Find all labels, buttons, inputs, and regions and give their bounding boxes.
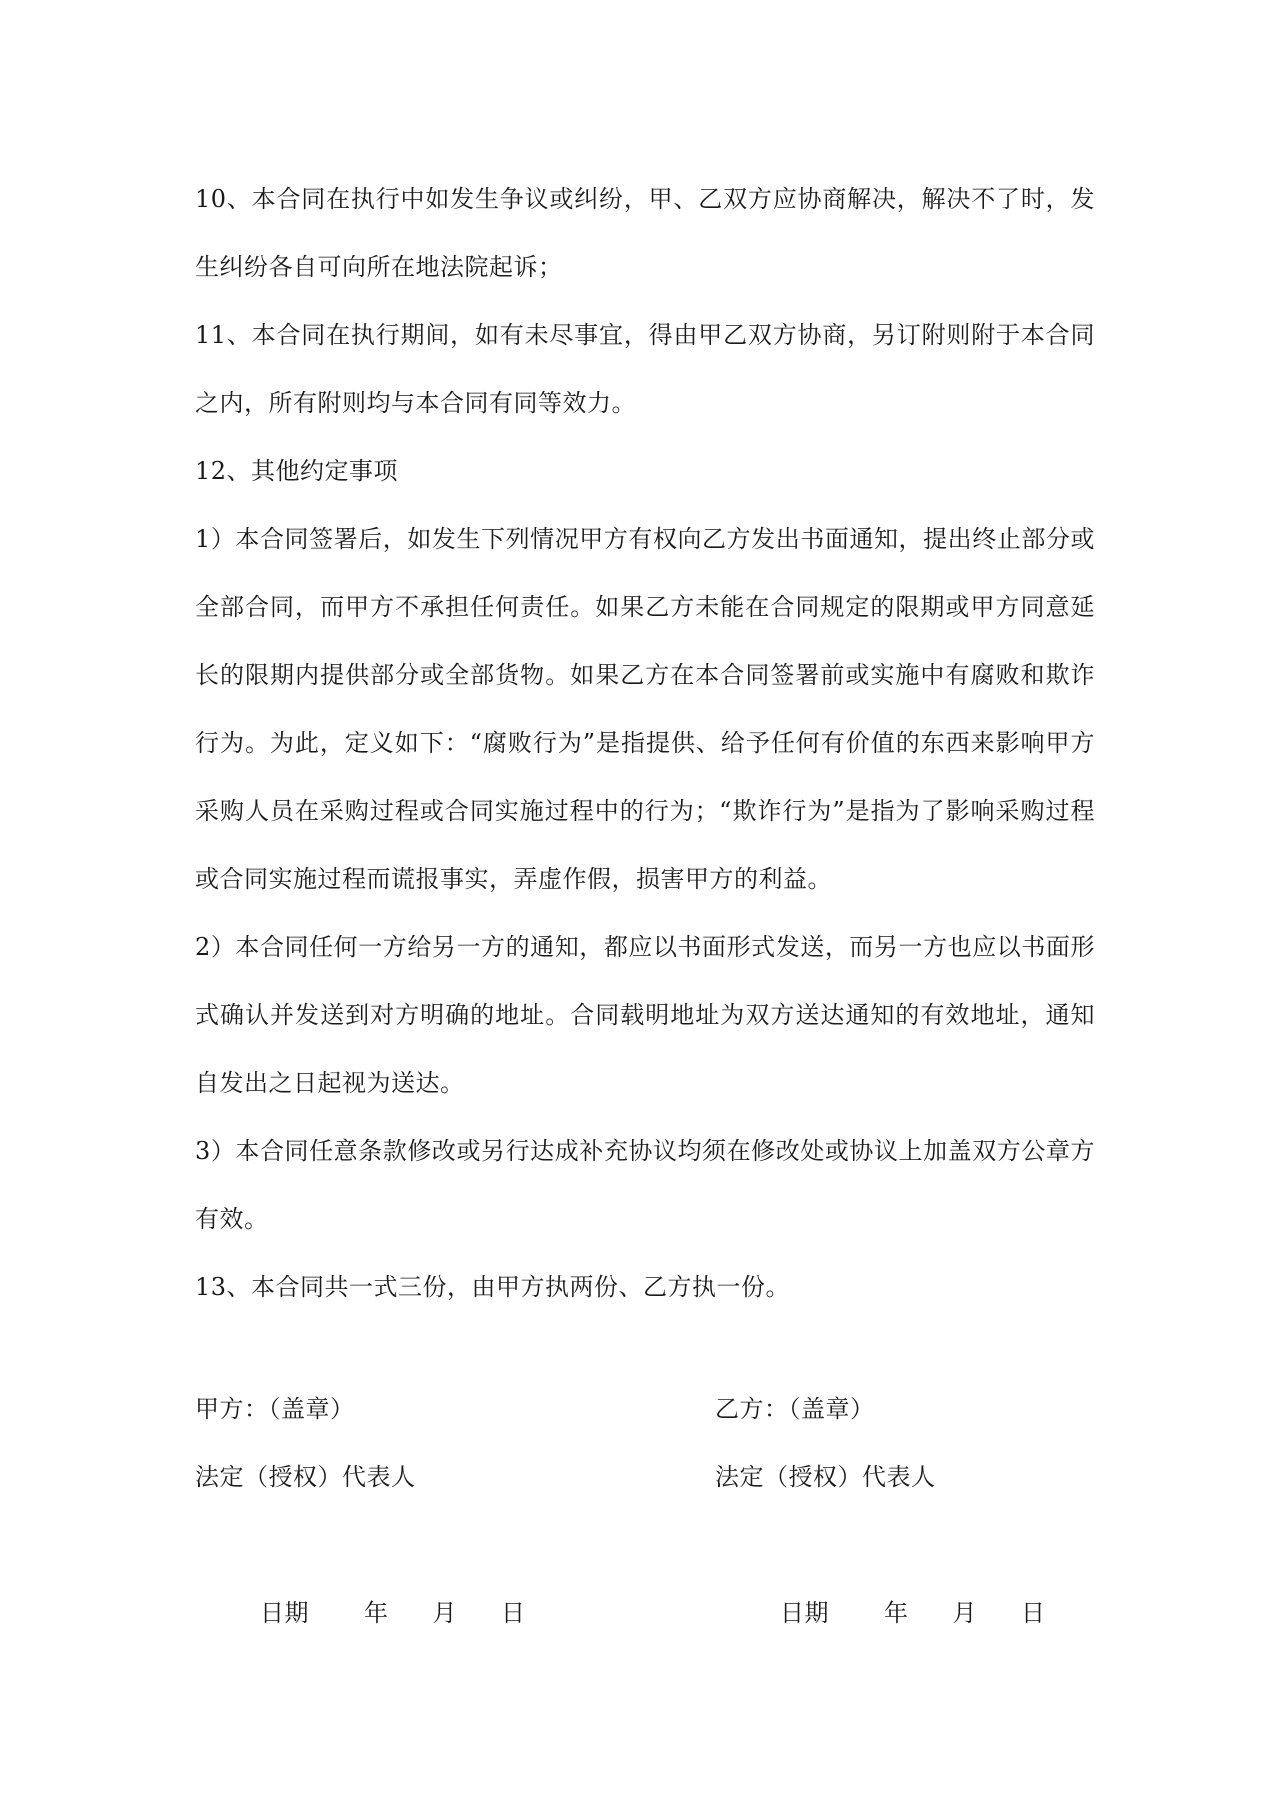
clause-12-item-2: 2）本合同任何一方给另一方的通知，都应以书面形式发送，而另一方也应以书面形式确认并发送到对方明确的地址。合同载明地址为双方送达通知的有效地址，通知自发出之日起视为送达。 bbox=[195, 933, 1095, 1097]
party-a-day-label: 日 bbox=[501, 1599, 526, 1627]
party-a-representative-label: 法定（授权）代表人 bbox=[195, 1463, 416, 1491]
party-b-year-label: 年 bbox=[884, 1599, 909, 1627]
party-a-year-label: 年 bbox=[364, 1599, 389, 1627]
party-a-signature bbox=[195, 1375, 526, 1715]
party-a-date-label: 日期 bbox=[260, 1599, 310, 1627]
signature-block bbox=[195, 1375, 1095, 1627]
party-b-date-line bbox=[715, 1511, 1046, 1715]
party-b-representative-label: 法定（授权）代表人 bbox=[715, 1463, 936, 1491]
party-a-date-line bbox=[195, 1511, 526, 1715]
party-b-month-label: 月 bbox=[952, 1599, 978, 1627]
clause-13: 13、本合同共一式三份，由甲方执两份、乙方执一份。 bbox=[195, 1273, 791, 1301]
party-a-month-label: 月 bbox=[432, 1599, 458, 1627]
clause-12-item-1: 1）本合同签署后，如发生下列情况甲方有权向乙方发出书面通知，提出终止部分或全部合同，而甲方不承担任何责任。如果乙方未能在合同规定的限期或甲方同意延长的限期内提供部分或全部货物。如果乙方在本合同签署前或实施中有腐败和欺诈行为。为此，定义如下：“腐败行为”是指提供、给予任何有价值的东西来影响甲方采购人员在采购过程或合同实施过程中的行为；“欺诈行为”是指为了影响采购过程或合同实施过程而谎报事实，弄虚作假，损害甲方的利益。 bbox=[195, 525, 1095, 893]
clause-12-item-3: 3）本合同任意条款修改或另行达成补充协议均须在修改处或协议上加盖双方公章方有效。 bbox=[195, 1137, 1095, 1233]
party-a-seal-label: 甲方：（盖章） bbox=[195, 1395, 355, 1423]
clause-12-heading: 12、其他约定事项 bbox=[195, 457, 399, 485]
clause-10: 10、本合同在执行中如发生争议或纠纷，甲、乙双方应协商解决，解决不了时，发生纠纷各自可向所在地法院起诉； bbox=[195, 185, 1095, 281]
contract-body bbox=[195, 165, 1095, 1321]
party-b-date-label: 日期 bbox=[780, 1599, 830, 1627]
party-b-signature bbox=[715, 1375, 1046, 1715]
clause-11: 11、本合同在执行期间，如有未尽事宜，得由甲乙双方协商，另订附则附于本合同之内，所有附则均与本合同有同等效力。 bbox=[195, 321, 1095, 417]
party-b-day-label: 日 bbox=[1021, 1599, 1046, 1627]
party-b-seal-label: 乙方：（盖章） bbox=[715, 1395, 875, 1423]
